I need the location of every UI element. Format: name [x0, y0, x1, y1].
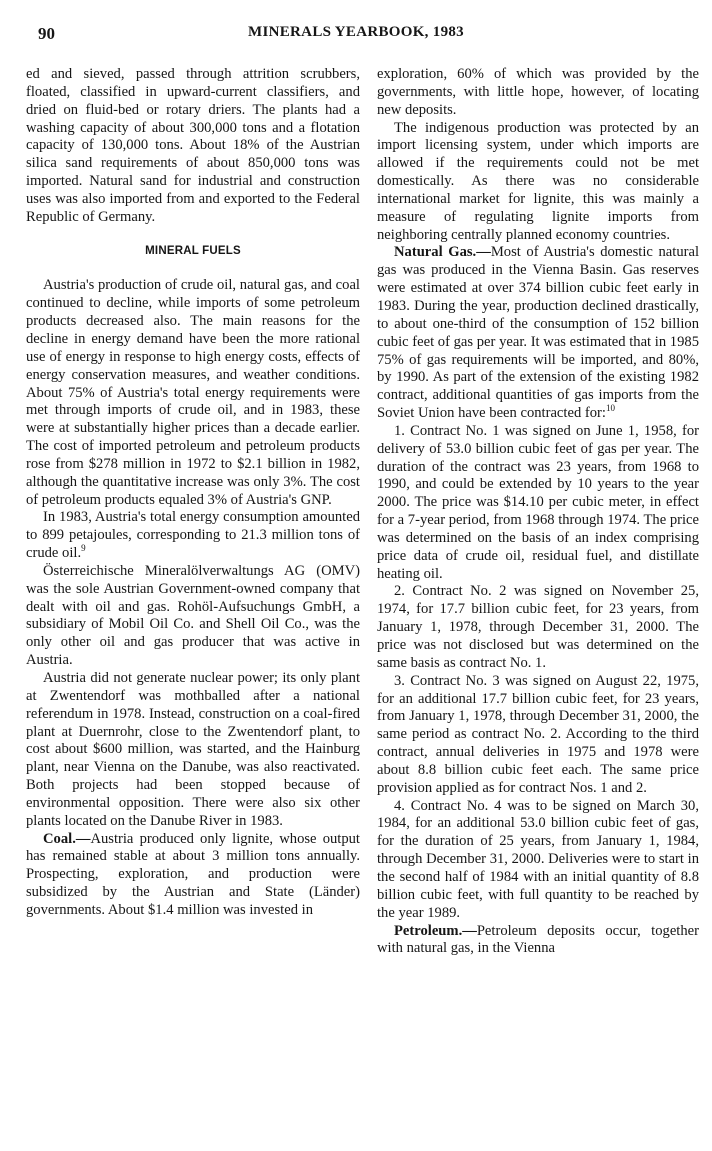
paragraph-text: In 1983, Austria's total energy consumption amounted to 899 petajoules, corresponding to 21.3 million tons of crude oil. — [26, 509, 360, 562]
left-column — [26, 66, 360, 920]
footnote-ref: 10 — [605, 403, 615, 414]
list-item: 1. Contract No. 1 was signed on June 1, 1958, for delivery of 53.0 billion cubic feet of gas per year. The duration of the contract was 23 years, from 1968 to 1990, and could be extended by 10 years to the year 2000. The price was $14.10 per cubic meter, in effect for a 7-year period, from 1968 through 1974. The price was determined on the basis of an index comprising price data of crude oil, residual fuel, and distillate heating oil. — [377, 422, 699, 582]
run-in-heading: Coal.— — [43, 830, 91, 847]
run-in-heading: Natural Gas.— — [394, 244, 491, 261]
list-item: 4. Contract No. 4 was to be signed on March 30, 1984, for an additional 53.0 billion cubic feet of gas, for the duration of 25 years, from January 1, 1984, through December 31, 2000. Deliveries were to start in the second half of 1984 with an initial quantity of 8.8 billion cubic feet, with full quantity to be reached by the year 1989. — [377, 797, 699, 921]
paragraph: Austria's production of crude oil, natural gas, and coal continued to decline, while imports of some petroleum products decreased also. The main reasons for the decline in energy demand have been the more rational use of energy in response to high energy costs, effects of energy conservation measures, and weather conditions. About 75% of Austria's total energy requirements were met through imports of crude oil, and in 1983, these were at substantially higher prices than a decade earlier. The cost of imported petroleum and petroleum products rose from $278 million in 1972 to $2.1 billion in 1982, although the quantitative increase was only 3%. The cost of petroleum products equaled 3% of Austria's GNP. — [26, 277, 360, 508]
running-head: MINERALS YEARBOOK, 1983 — [248, 24, 464, 40]
run-in-heading: Petroleum.— — [394, 922, 477, 939]
list-item: 2. Contract No. 2 was signed on November 25, 1974, for 17.7 billion cubic feet, for 23 years, from January 1, 1978, through December 31, 2000. The price was not disclosed but was determined on the same basis as contract No. 1. — [377, 583, 699, 671]
paragraph: Austria did not generate nuclear power; its only plant at Zwentendorf was mothballed after a national referendum in 1978. Instead, construction on a coal-fired plant at Duernrohr, close to the Zwentendorf plant, to cost about $600 million, was started, and the Hainburg plant, near Vienna on the Danube, was also reactivated. Both projects had been stopped because of environmental opposition. There were also six other plants located on the Danube River in 1983. — [26, 670, 360, 829]
paragraph — [377, 923, 699, 959]
paragraph — [26, 509, 360, 563]
right-column — [377, 66, 699, 958]
paragraph-text: Petroleum deposits occur, together with natural gas, in the Vienna — [377, 922, 699, 957]
paragraph — [377, 244, 699, 422]
paragraph: Österreichische Mineralölverwaltungs AG (OMV) was the sole Austrian Government-owned company that dealt with oil and gas. Rohöl-Aufsuchungs GmbH, a subsidiary of Mobil Oil Co. and Shell Oil Co., was the only other oil and gas producer that was active in Austria. — [26, 562, 360, 669]
list-item: 3. Contract No. 3 was signed on August 22, 1975, for an additional 17.7 billion cubic feet, for 23 years, from January 1, 1978, through December 31, 2000, the same period as contract No. 2. According to the third contract, annual deliveries in 1975 and 1978 were about 8.8 billion cubic feet each. The same price provision applied as for contract Nos. 1 and 2. — [377, 672, 699, 796]
paragraph — [26, 831, 360, 920]
page-number: 90 — [38, 24, 55, 43]
paragraph-text: Austria produced only lignite, whose output has remained stable at about 3 million tons annually. Prospecting, exploration, and production were subsidized by the Austrian and State (Länder) governments. About $1.4 million was invested in — [26, 830, 360, 918]
paragraph-continued: exploration, 60% of which was provided by the governments, with little hope, however, of locating new deposits. — [377, 66, 699, 118]
paragraph: The indigenous production was protected by an import licensing system, under which imports are allowed if the requirements could not be met domestically. As there was no considerable international market for lignite, this was mainly a measure of regulating lignite imports from neighboring centrally planned economy countries. — [377, 119, 699, 243]
paragraph-text: Most of Austria's domestic natural gas was produced in the Vienna Basin. Gas reserves were estimated at over 374 billion cubic feet early in 1983. During the year, production declined drastically, to about one-third of the consumption of 152 billion cubic feet of gas per year. It was estimated that in 1985 75% of gas requirements will be imported, and 80%, by 1990. As part of the extension of the existing 1982 contract, additional quantities of gas imports from the Soviet Union have been contracted for: — [377, 244, 700, 422]
section-heading: MINERAL FUELS — [145, 244, 241, 257]
paragraph-continued: ed and sieved, passed through attrition scrubbers, floated, classified in upward-current classifiers, and dried on fluid-bed or rotary driers. The plants had a washing capacity of about 300,000 tons and a flotation capacity of 130,000 tons. About 18% of the Austrian silica sand requirements of about 850,000 tons was imported. Natural sand for industrial and construction uses was also imported from and exported to the Federal Republic of Germany. — [26, 66, 360, 225]
footnote-ref: 9 — [81, 543, 86, 554]
